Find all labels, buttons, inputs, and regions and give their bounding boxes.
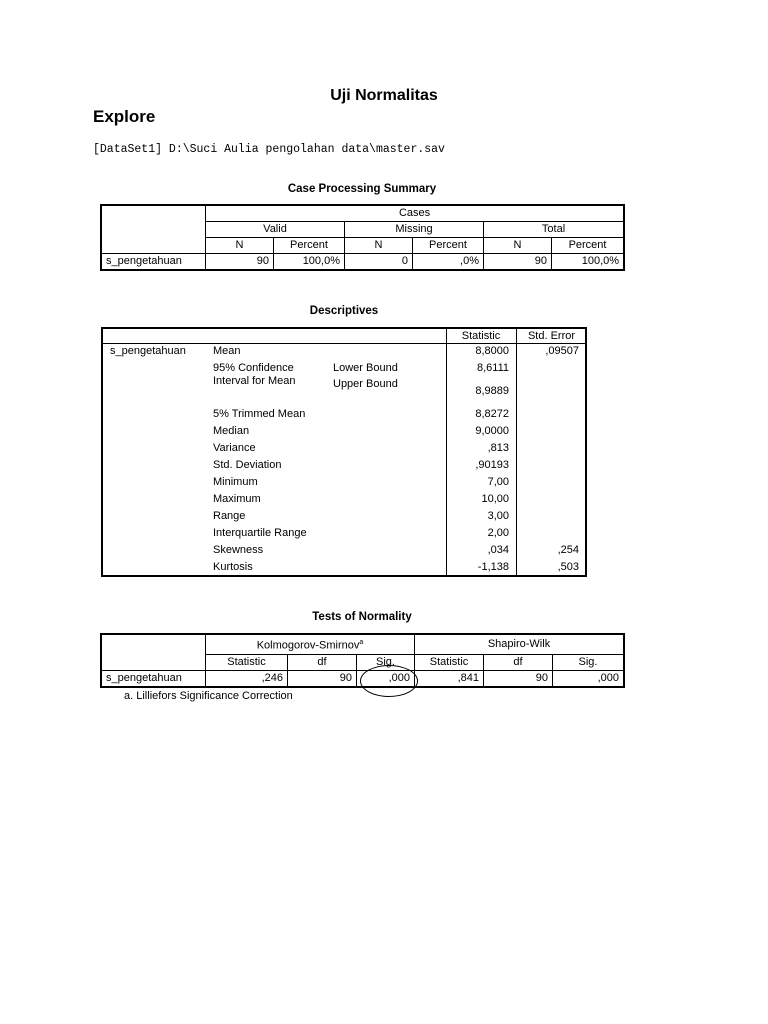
ks-header: Kolmogorov-Smirnov$^a$ (206, 635, 415, 655)
stat-sublabel: Lower Bound (333, 362, 398, 374)
stat-label: Maximum (213, 493, 261, 505)
descriptives-table (101, 327, 587, 577)
document-title: Uji Normalitas (330, 87, 438, 104)
cell-value: ,000 (553, 670, 624, 686)
dataset-path: [DataSet1] D:\Suci Aulia pengolahan data\master.sav (93, 143, 445, 156)
cell-value: 0 (345, 254, 413, 270)
case-summary-caption: Case Processing Summary (287, 183, 437, 195)
cell-value: ,246 (206, 670, 288, 686)
stat-label: Kurtosis (213, 561, 253, 573)
statistic-value: 3,00 (487, 510, 509, 522)
normality-caption: Tests of Normality (312, 611, 412, 623)
row-label: s_pengetahuan (102, 254, 206, 270)
footnote-text: Lilliefors Significance Correction (136, 690, 293, 702)
sub-header: Statistic (415, 654, 484, 670)
sub-header: Statistic (206, 654, 288, 670)
stat-label: 5% Trimmed Mean (213, 408, 306, 420)
std-error-value: ,503 (557, 561, 579, 573)
stat-label: Interval for Mean (213, 375, 296, 387)
sub-header: Percent (552, 238, 624, 254)
statistic-value: ,90193 (475, 459, 509, 471)
statistic-value: 8,8272 (475, 408, 509, 420)
cell-value: ,000 (357, 670, 415, 686)
cell-value: 90 (206, 254, 274, 270)
stat-label: Range (213, 510, 246, 522)
sub-header: N (345, 238, 413, 254)
cell-value: 100,0% (552, 254, 624, 270)
cell-value: ,0% (413, 254, 484, 270)
statistic-value: 9,0000 (475, 425, 509, 437)
statistic-value: ,813 (487, 442, 509, 454)
header-divider (103, 343, 585, 344)
stat-label: Variance (213, 442, 256, 454)
row-label: s_pengetahuan (102, 670, 206, 686)
statistic-value: 2,00 (487, 527, 509, 539)
footnote (124, 690, 293, 702)
column-divider (516, 329, 517, 575)
cell-value: 90 (288, 670, 357, 686)
table-row (102, 254, 624, 270)
stat-label: Skewness (213, 544, 264, 556)
sub-header: Sig. (553, 654, 624, 670)
statistic-value: 8,8000 (475, 345, 509, 357)
col-header-statistic: Statistic (461, 330, 501, 342)
sub-header: N (206, 238, 274, 254)
stat-label: Mean (213, 345, 241, 357)
col-header-std-error: Std. Error (527, 330, 576, 342)
cell-value: 100,0% (274, 254, 345, 270)
stat-label: Std. Deviation (213, 459, 282, 471)
statistic-value: ,034 (487, 544, 509, 556)
std-error-value: ,09507 (545, 345, 579, 357)
highlight-circle (360, 665, 418, 697)
corner-cell (102, 635, 206, 671)
sub-header: Percent (413, 238, 484, 254)
sub-header: df (288, 654, 357, 670)
sub-header: Percent (274, 238, 345, 254)
statistic-value: 7,00 (487, 476, 509, 488)
statistic-value: 8,6111 (476, 362, 509, 374)
statistic-value: -1,138 (477, 561, 509, 573)
corner-cell (102, 206, 206, 254)
stat-label: Interquartile Range (213, 527, 307, 539)
sub-header: Sig. (357, 654, 415, 670)
stat-label: Median (213, 425, 250, 437)
group-header-missing: Missing (345, 222, 484, 238)
statistic-value: 8,9889 (475, 385, 509, 397)
stat-sublabel: Upper Bound (333, 378, 398, 390)
footnote-marker-label: a. (124, 690, 134, 702)
std-error-value: ,254 (557, 544, 579, 556)
stat-label: Minimum (213, 476, 258, 488)
group-header-total: Total (484, 222, 624, 238)
cases-header: Cases (206, 206, 624, 222)
cell-value: 90 (484, 254, 552, 270)
statistic-value: 10,00 (481, 493, 509, 505)
footnote-marker: a (359, 639, 364, 646)
group-header-valid: Valid (206, 222, 345, 238)
case-summary-table (101, 205, 624, 270)
stat-label: 95% Confidence (213, 362, 294, 374)
section-heading: Explore (93, 107, 156, 126)
row-label: s_pengetahuan (110, 345, 186, 357)
sw-header: Shapiro-Wilk (415, 635, 624, 655)
sub-header: df (484, 654, 553, 670)
sub-header: N (484, 238, 552, 254)
descriptives-caption: Descriptives (309, 305, 379, 317)
cell-value: ,841 (415, 670, 484, 686)
cell-value: 90 (484, 670, 553, 686)
